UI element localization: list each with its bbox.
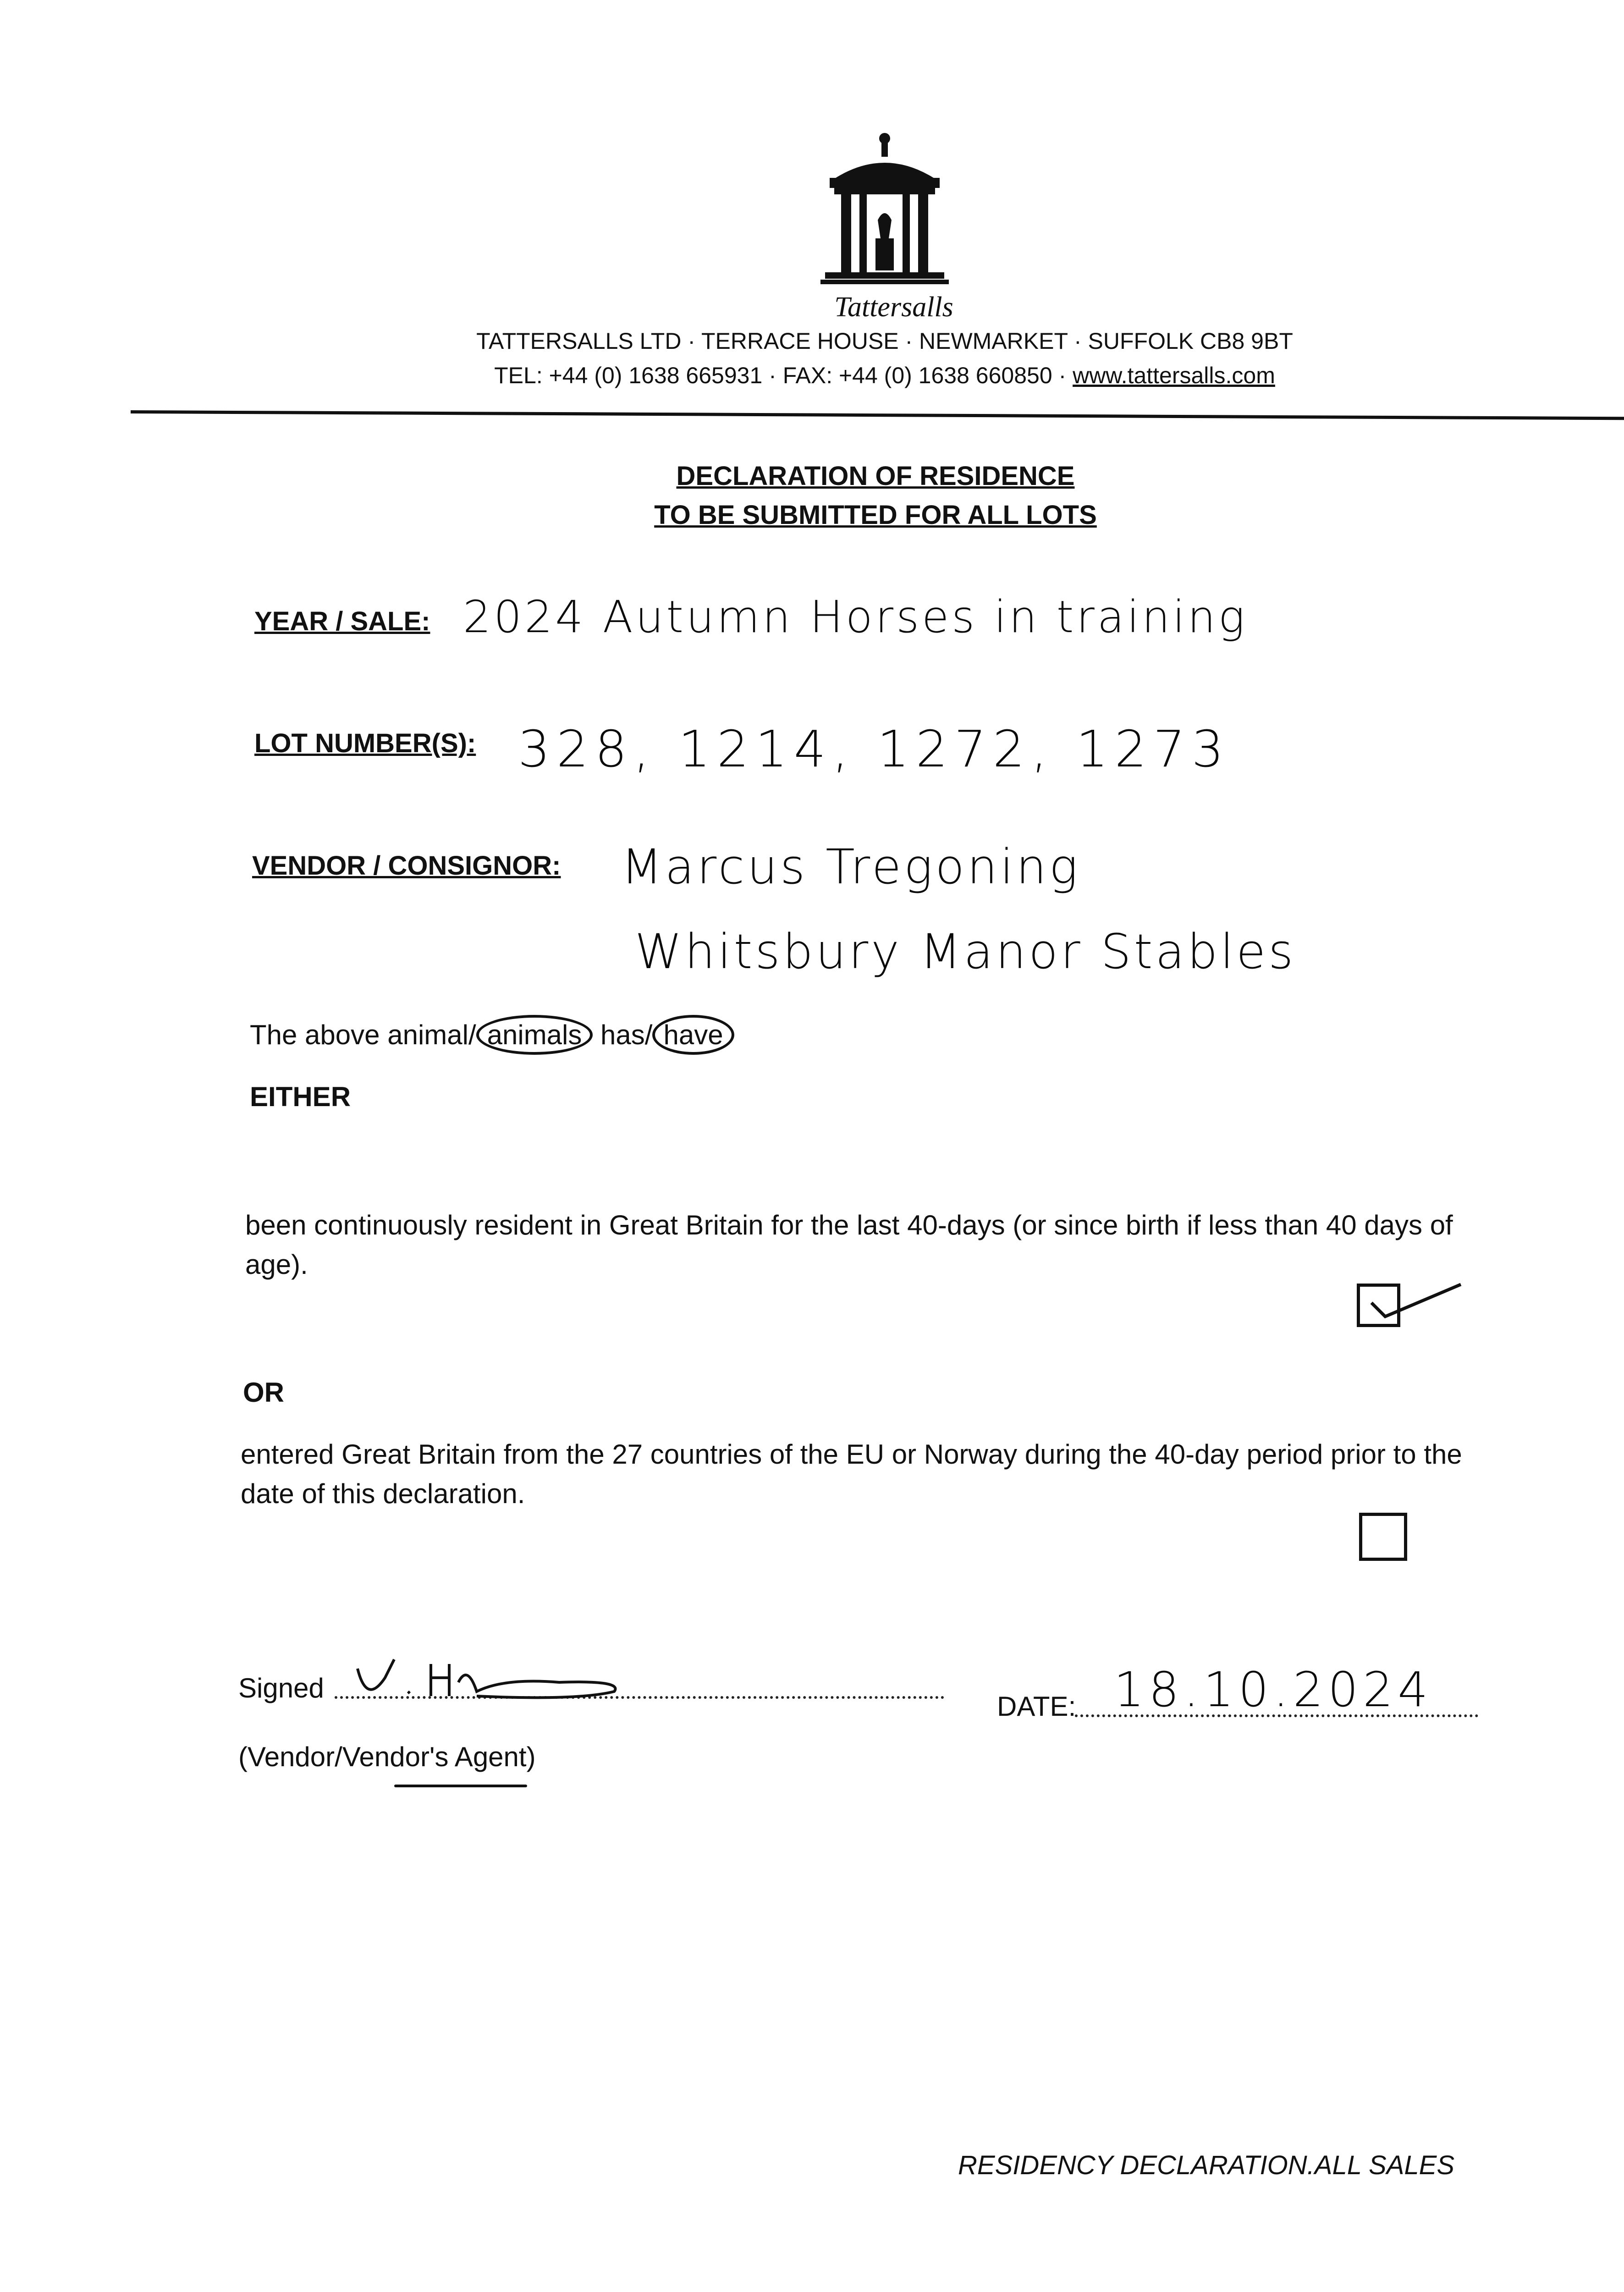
either-label: EITHER [250,1081,351,1112]
animal-statement [250,1015,734,1055]
signed-label: Signed [238,1673,324,1703]
vendor-line2[interactable]: Whitsbury Manor Stables [635,924,1296,980]
year-sale-value[interactable]: 2024 Autumn Horses in training [463,591,1248,643]
form-footer: RESIDENCY DECLARATION.ALL SALES [958,2150,1455,2180]
website-link[interactable]: www.tattersalls.com [1073,363,1275,388]
agent-underline [394,1785,527,1787]
date-label: DATE: [997,1691,1076,1722]
tattersalls-logo [816,128,953,293]
option1-text: been continuously resident in Great Britain for the last 40-days (or since birth if less than 40 days of age). [245,1210,1453,1280]
date-value[interactable]: 18.10.2024 [1114,1662,1433,1718]
option2-text: entered Great Britain from the 27 countries of the EU or Norway during the 40-day period prior to the date of this declaration. [241,1439,1462,1509]
form-title-line1: DECLARATION OF RESIDENCE [676,461,1075,491]
option1-checkbox[interactable] [1357,1284,1400,1327]
option2-checkbox[interactable] [1359,1513,1407,1561]
vendor-label: VENDOR / CONSIGNOR: [252,851,561,881]
year-sale-label: YEAR / SALE: [254,606,430,636]
form-title-line2: TO BE SUBMITTED FOR ALL LOTS [654,500,1097,530]
address-line: TATTERSALLS LTD · TERRACE HOUSE · NEWMARKET · SUFFOLK CB8 9BT [476,328,1293,354]
or-label: OR [243,1377,284,1408]
contact-numbers: TEL: +44 (0) 1638 665931 · FAX: +44 (0) 1638 660850 · [494,363,1073,388]
vendor-line1[interactable]: Marcus Tregoning [621,839,1081,895]
statement-has: has/ [593,1019,653,1050]
animals-circled: animals [476,1015,593,1055]
header-divider [131,410,1624,420]
statement-prefix: The above animal/ [250,1019,476,1050]
lot-numbers-label: LOT NUMBER(S): [254,728,476,758]
checkmark-icon [1365,1275,1470,1330]
have-circled: have [652,1015,734,1055]
lot-numbers-value[interactable]: 328, 1214, 1272, 1273 [518,720,1230,778]
contact-line [403,362,1366,389]
vendor-agent-label: (Vendor/Vendor's Agent) [238,1741,536,1772]
signature-scribble [353,1650,637,1710]
brand-name: Tattersalls [834,292,953,323]
